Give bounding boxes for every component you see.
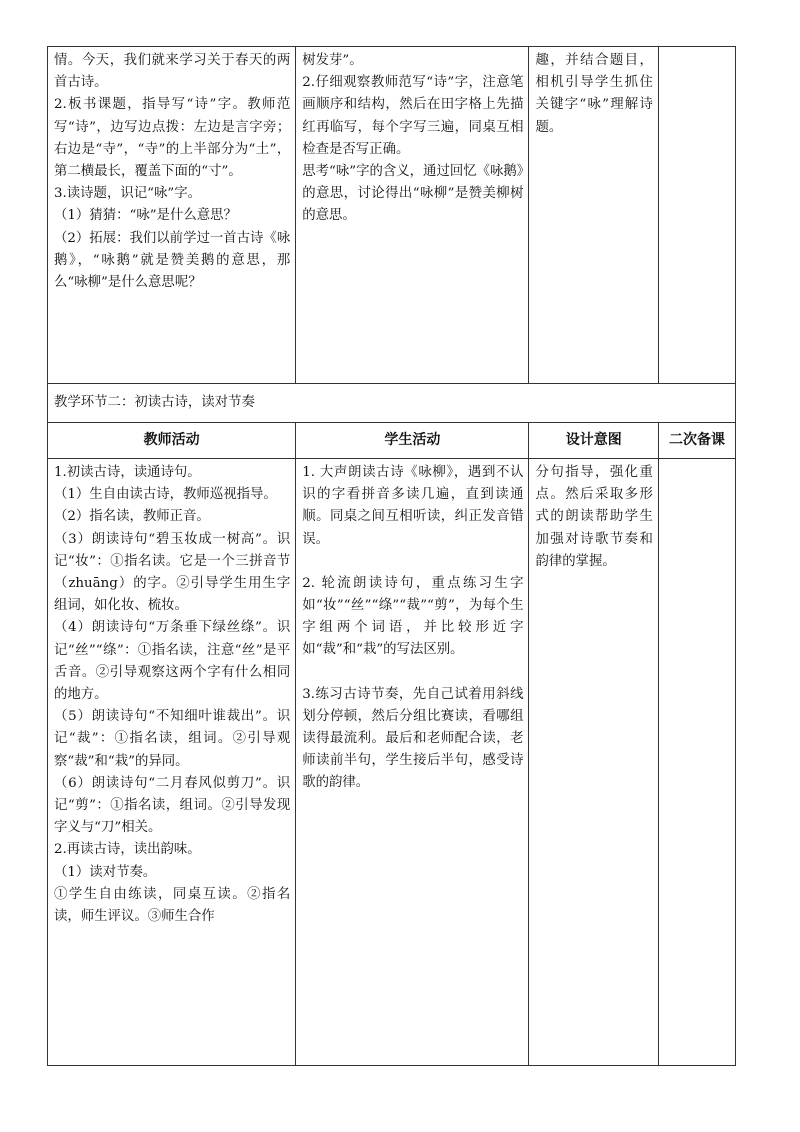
paragraph: 趣，并结合题目，相机引导学生抓住关键字“咏”理解诗题。 (535, 53, 653, 135)
section-title: 教学环节二：初读古诗，读对节奏 (48, 384, 736, 423)
paragraph: （4）朗读诗句“万条垂下绿丝绦”。识记“丝”“绦”：①指名读，注意“丝”是平舌音。②引导观察这两个字有什么相同的地方。 (54, 620, 291, 703)
paragraph: 1.初读古诗，读通诗句。 (54, 465, 201, 480)
spacer (302, 662, 523, 684)
section-row (48, 384, 736, 423)
spacer (302, 551, 523, 573)
paragraph: 分句指导，强化重点。然后采取多形式的朗读帮助学生加强对诗歌节奏和韵律的掌握。 (535, 465, 653, 569)
paragraph: （2）指名读，教师正音。 (54, 509, 210, 525)
content-row (48, 459, 736, 1066)
paragraph: 2.仔细观察教师范写“诗”字，注意笔画顺序和结构，然后在田字格上先描红再临写，每个字写三遍，同桌互相检查是否写正确。 (302, 75, 524, 157)
teacher-activity-cell-top (48, 47, 296, 384)
paragraph: 树发芽”。 (302, 53, 363, 68)
paragraph: 3.读诗题，识记“咏”字。 (54, 186, 201, 202)
paragraph: （1）生自由读古诗，教师巡视指导。 (54, 487, 277, 503)
header-teacher-activity: 教师活动 (48, 423, 296, 459)
lesson-plan-table (47, 46, 736, 1066)
header-row (48, 423, 736, 459)
second-prep-cell (658, 459, 735, 1066)
paragraph: ①学生自由练读，同桌互读。②指名读，师生评议。③师生合作 (54, 886, 291, 925)
paragraph: 思考“咏”字的含义，通过回忆《咏鹅》的意思，讨论得出“咏柳”是赞美柳树的意思。 (302, 164, 524, 224)
design-intent-cell-top (529, 47, 658, 384)
paragraph: （5）朗读诗句“不知细叶谁裁出”。识记“裁”：①指名读，组词。②引导观察“裁”和“栽”的异同。 (54, 709, 291, 769)
second-prep-cell-top (658, 47, 735, 384)
student-activity-cell (296, 459, 529, 1066)
paragraph: 3.练习古诗节奏，先自己试着用斜线划分停顿，然后分组比赛读，看哪组读得最流利。最后和老师配合读，老师读前半句，学生接后半句，感受诗歌的韵律。 (302, 686, 524, 791)
student-activity-cell-top (296, 47, 529, 384)
paragraph: （1）读对节奏。 (54, 864, 157, 880)
header-student-activity: 学生活动 (296, 423, 529, 459)
design-intent-cell (529, 459, 658, 1066)
paragraph: （1）猜猜：“咏”是什么意思？ (54, 208, 237, 224)
paragraph: （6）朗读诗句“二月春风似剪刀”。识记“剪”：①指名读，组词。②引导发现字义与“刀”相关。 (54, 775, 291, 836)
paragraph: （3）朗读诗句“碧玉妆成一树高”。识记“妆”：①指名读。它是一个三拼音节（zhuāng）的字。②引导学生用生字组词，如化妆、梳妆。 (54, 531, 291, 614)
teacher-activity-cell (48, 459, 296, 1066)
paragraph: 1. 大声朗读古诗《咏柳》，遇到不认识的字看拼音多读几遍，直到读通顺。同桌之间互相听读，纠正发音错误。 (302, 465, 524, 547)
paragraph: 2.板书课题，指导写“诗”字。教师范写“诗”，边写边点拨：左边是言字旁；右边是“寺”，“寺”的上半部分为“土”，第二横最长，覆盖下面的“寸”。 (54, 97, 291, 180)
paragraph: 2. 轮流朗读诗句，重点练习生字如“妆”“丝”“绦”“裁”“剪”，为每个生字组两个词语，并比较形近字如“裁”和“栽”的写法区别。 (302, 575, 524, 658)
header-second-prep: 二次备课 (658, 423, 735, 459)
paragraph: （2）拓展：我们以前学过一首古诗《咏鹅》，“咏鹅”就是赞美鹅的意思，那么“咏柳”是什么意思呢？ (54, 230, 291, 291)
header-design-intent: 设计意图 (529, 423, 658, 459)
paragraph: 情。今天，我们就来学习关于春天的两首古诗。 (54, 53, 291, 91)
paragraph: 2.再读古诗，读出韵味。 (54, 842, 201, 858)
top-row (48, 47, 736, 384)
